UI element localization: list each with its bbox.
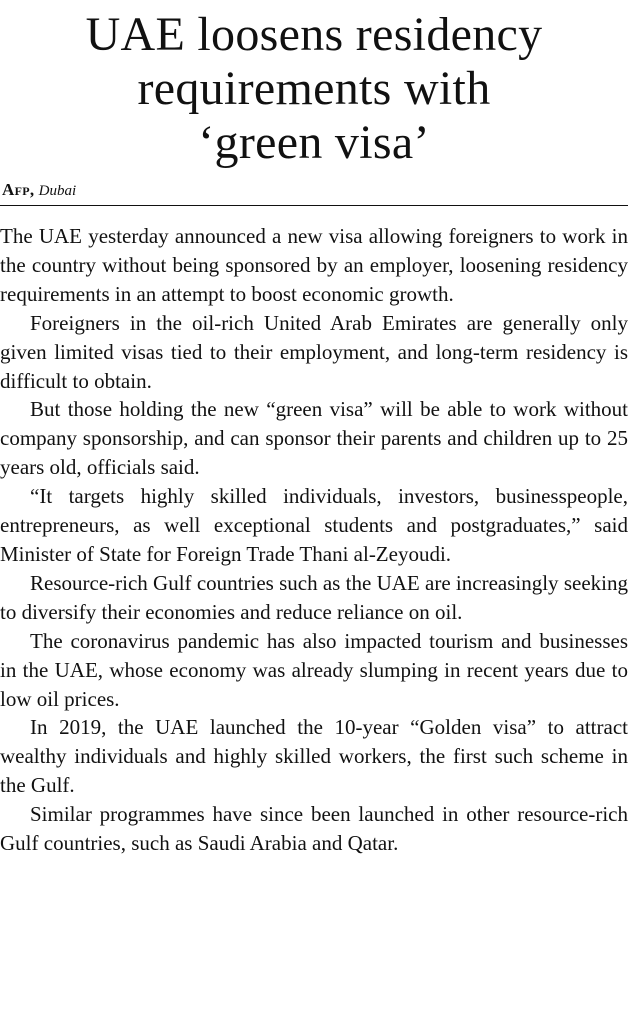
paragraph-6: The coronavirus pandemic has also impacted tourism and businesses in the UAE, whose economy was already slumping in recent years due to low oil prices. [0,628,628,711]
paragraph-8: Similar programmes have since been launched in other resource-rich Gulf countries, such as Saudi Arabia and Qatar. [0,802,628,856]
headline-line-1: UAE loosens residency [85,8,543,61]
headline [0,8,628,170]
paragraph-7: In 2019, the UAE launched the 10-year “Golden visa” to attract wealthy individuals and highly skilled workers, the first such scheme in the Gulf. [0,715,628,798]
paragraph-4: “It targets highly skilled individuals, investors, businesspeople, entrepreneurs, as well exceptional students and postgraduates,” said Minister of State for Foreign Trade Thani al-Zeyoudi. [0,484,628,566]
paragraph-3: But those holding the new “green visa” will be able to work without company sponsorship, and can sponsor their parents and children up to 25 years old, officials said. [0,397,628,480]
headline-line-2: requirements with [137,62,491,115]
paragraph-1: The UAE yesterday announced a new visa allowing foreigners to work in the country without being sponsored by an employer, loosening residency requirements in an attempt to boost economic growth. [0,224,628,306]
byline-divider [0,205,628,206]
article-body [0,222,628,858]
paragraph-5: Resource-rich Gulf countries such as the UAE are increasingly seeking to diversify their economies and reduce reliance on oil. [0,570,628,624]
paragraph-2: Foreigners in the oil-rich United Arab Emirates are generally only given limited visas tied to their employment, and long-term residency is difficult to obtain. [0,310,628,393]
byline [0,179,628,201]
byline-agency: Afp, [2,180,35,199]
headline-line-3: ‘green visa’ [198,116,430,169]
byline-dateline: Dubai [38,183,77,199]
